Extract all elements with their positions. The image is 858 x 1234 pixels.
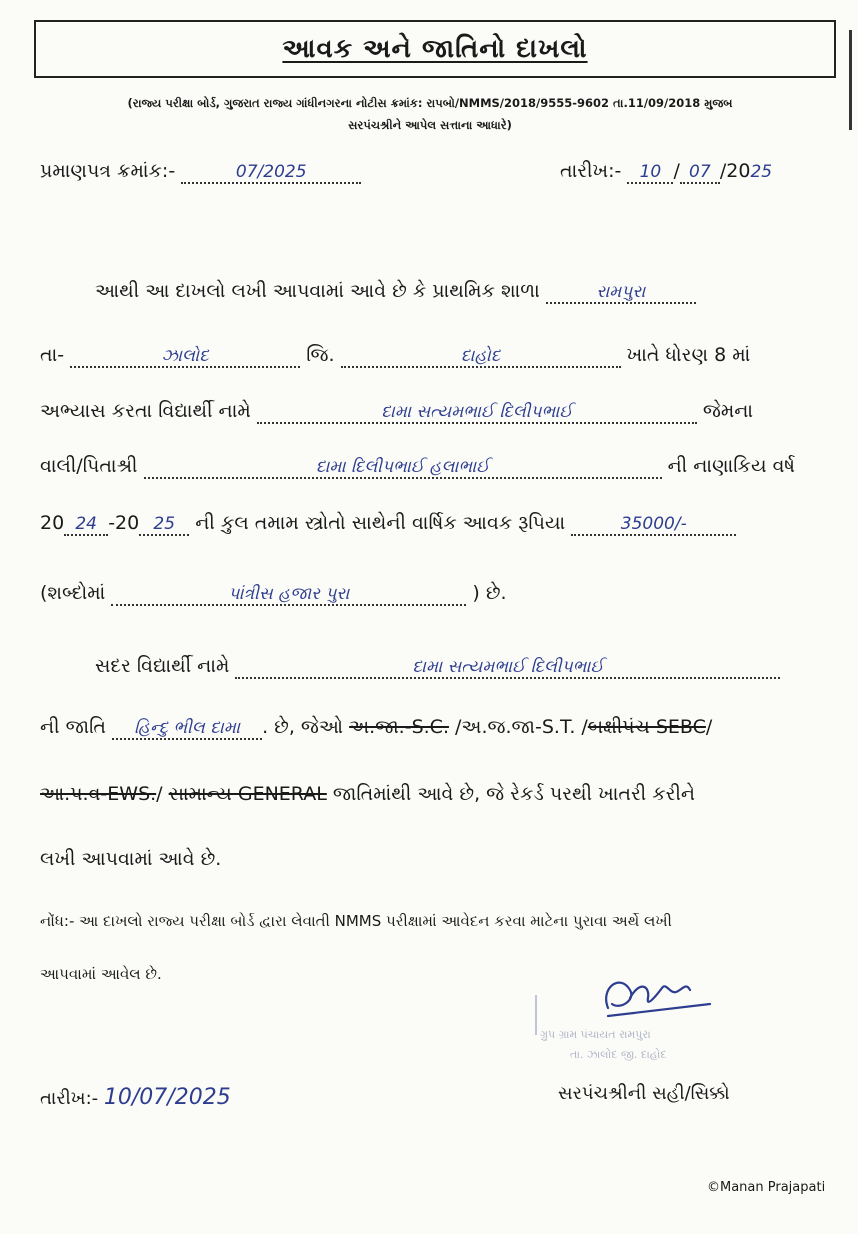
para2-line4: લખી આપવામાં આવે છે.	[40, 848, 222, 870]
student-label: અભ્યાસ કરતા વિદ્યાર્થી નામે	[40, 400, 251, 422]
student-name: દામા સત્યમભાઈ દિલીપભાઈ	[257, 403, 697, 424]
panchayat-stamp	[540, 1025, 710, 1070]
cert-date-year-prefix: 20	[726, 160, 751, 182]
category-sebc: બક્ષીપંચ SEBC	[587, 716, 706, 738]
taluka-value: ઝાલોદ	[70, 347, 300, 368]
authority-line: સરપંચશ્રીને આપેલ સત્તાના આધારે)	[348, 118, 512, 132]
year-from-suffix: 24	[64, 515, 108, 536]
cert-date-label: તારીખ:-	[560, 160, 622, 182]
words-value: પાંત્રીસ હજાર પુરા	[111, 585, 466, 606]
para1-line1	[95, 280, 696, 304]
taluka-label: તા-	[40, 344, 65, 366]
words-label: (શબ્દોમાં	[40, 582, 106, 604]
para1-line4	[40, 455, 795, 479]
para1-line2	[40, 344, 750, 368]
words-end: ) છે.	[472, 582, 507, 604]
caste-mid: . છે, જેઓ	[262, 716, 344, 738]
cert-date-day: 10	[627, 163, 673, 184]
year-to-suffix: 25	[139, 515, 189, 536]
category-slash2: /	[156, 783, 163, 805]
footer-date-label: તારીખ:-	[40, 1088, 99, 1109]
district-value: દાહોદ	[341, 347, 621, 368]
para1-line6	[40, 582, 507, 606]
category-ews: આ.પ.વ-EWS.	[40, 783, 157, 805]
stamp-edge	[535, 995, 537, 1035]
stamp-line2: તા. ઝાલોદ જી. દાહોદ	[570, 1048, 667, 1061]
category-slash: /	[705, 716, 713, 738]
category-sc: અ.જા.-S.C.	[349, 716, 449, 738]
para1-text: આથી આ દાખલો લખી આપવામાં આવે છે કે પ્રાથમિક શાળા	[95, 280, 540, 302]
footer-date-row	[40, 1085, 231, 1110]
cert-date-month: 07	[680, 163, 720, 184]
cert-number-label: પ્રમાણપત્ર ક્રમાંક:-	[40, 160, 176, 182]
cert-number-row	[40, 160, 361, 184]
income-amount: 35000/-	[571, 515, 736, 536]
parent-label: વાલી/પિતાશ્રી	[40, 455, 138, 477]
para2-line2	[40, 716, 712, 740]
para2-name: દામા સત્યમભાઈ દિલીપભાઈ	[235, 658, 780, 679]
signature-icon	[590, 968, 730, 1028]
income-text: ની કુલ તમામ સ્ત્રોતો સાથેની વાર્ષિક આવક રૂપિયા	[195, 512, 566, 534]
notice-reference: (રાજ્ય પરીક્ષા બોર્ડ, ગુજરાત રાજ્ય ગાંધીનગરના નોટીસ ક્રમાંક: રાપબો/NMMS/2018/9555-9602 તા.11/09/2018 મુજબ	[127, 96, 733, 110]
cert-date-year-suffix: 25	[750, 162, 773, 182]
caste-value: હિન્દુ ભીલ દામા	[112, 719, 262, 740]
para2-line1	[95, 655, 780, 679]
year-from-prefix: 20	[40, 512, 65, 534]
credit-text: ©Manan Prajapati	[707, 1180, 826, 1195]
standard-text: ખાતે ધોરણ 8 માં	[626, 344, 751, 366]
category-st: /અ.જ.જા-S.T. /	[455, 716, 588, 738]
page-title: આવક અને જાતિનો દાખલો	[282, 33, 588, 64]
school-name: રામપુરા	[546, 283, 696, 304]
jemna-text: જેમના	[702, 400, 754, 422]
parent-name: દામા દિલીપભાઈ હલાભાઈ	[144, 458, 662, 479]
margin-mark	[849, 30, 852, 130]
para2-rest: જાતિમાંથી આવે છે, જે રેકર્ડ પરથી ખાતરી કરીને	[326, 783, 696, 805]
note-line2: આપવામાં આવેલ છે.	[40, 965, 162, 983]
category-general: સામાન્ય GENERAL	[168, 783, 327, 805]
district-label: જિ.	[306, 344, 335, 366]
footer-date-value: 10/07/2025	[103, 1085, 231, 1110]
cert-date-row: તારીખ:- 10 / 07 /2025	[560, 160, 773, 182]
para2-line3	[40, 783, 695, 805]
sarpanch-sign-label: સરપંચશ્રીની સહી/સિક્કો	[558, 1083, 730, 1104]
title-box	[34, 20, 836, 78]
para1-line5	[40, 512, 736, 536]
stamp-line1: ગ્રુપ ગ્રામ પંચાયત રામપુરા	[540, 1028, 651, 1041]
year-to-prefix: -20	[108, 512, 140, 534]
caste-label: ની જાતિ	[40, 716, 107, 738]
para2-label: સદર વિદ્યાર્થી નામે	[95, 655, 230, 677]
note-line1: નોંધ:- આ દાખલો રાજ્ય પરીક્ષા બોર્ડ દ્વારા લેવાતી NMMS પરીક્ષામાં આવેદન કરવા માટેના પુરાવા અર્થે લખી	[40, 912, 672, 930]
fin-year-label: ની નાણાકિય વર્ષ	[667, 455, 796, 477]
para1-line3	[40, 400, 753, 424]
cert-number-value: 07/2025	[181, 163, 361, 184]
